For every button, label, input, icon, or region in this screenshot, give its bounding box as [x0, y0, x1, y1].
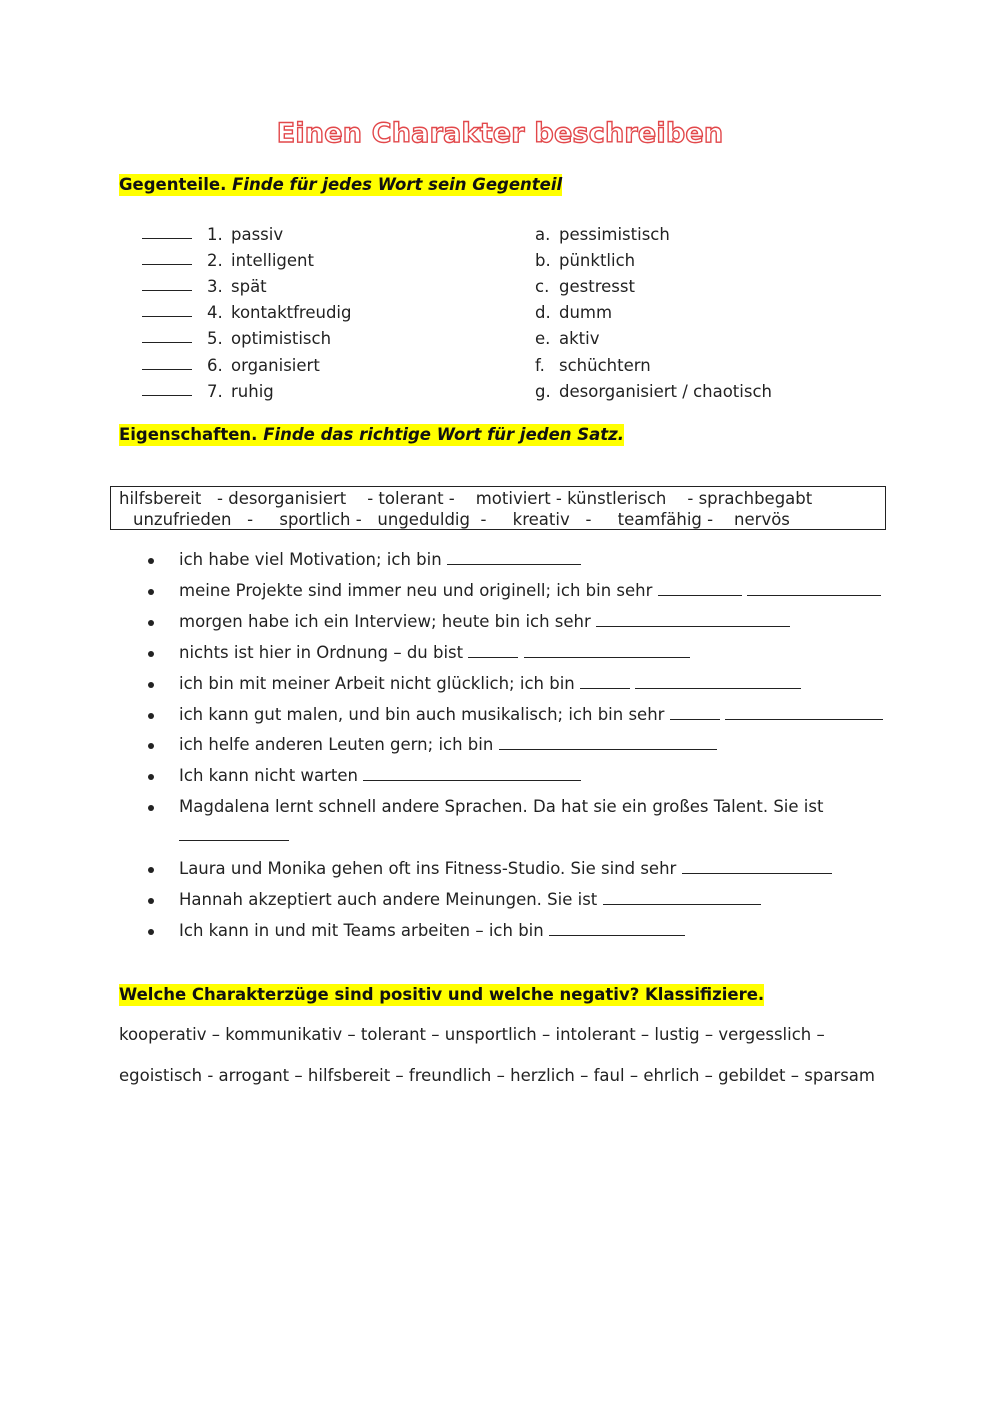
sentence-item	[179, 580, 881, 602]
answer-blank[interactable]	[447, 550, 581, 565]
match-row	[0, 354, 1000, 378]
section1-heading	[119, 175, 562, 194]
answer-blank[interactable]	[580, 674, 630, 689]
option-word: gestresst	[559, 277, 635, 296]
match-row	[0, 327, 1000, 351]
answer-blank[interactable]	[142, 290, 192, 291]
bullet-icon	[148, 929, 154, 935]
bullet-icon	[148, 558, 154, 564]
item-number: 1.	[207, 225, 223, 244]
answer-blank[interactable]	[549, 921, 685, 936]
option-letter: d.	[535, 303, 551, 322]
item-number: 2.	[207, 251, 223, 270]
answer-blank[interactable]	[682, 859, 832, 874]
sentence-text: Hannah akzeptiert auch andere Meinungen. Sie ist	[179, 890, 603, 909]
option-letter: f.	[535, 356, 545, 375]
sentence-item	[179, 858, 832, 880]
answer-blank[interactable]	[142, 264, 192, 265]
sentence-text: ich kann gut malen, und bin auch musikalisch; ich bin sehr	[179, 705, 670, 724]
section3-heading-text: Welche Charakterzüge sind positiv und welche negativ? Klassifiziere.	[119, 985, 765, 1004]
answer-blank[interactable]	[142, 238, 192, 239]
answer-blank[interactable]	[658, 581, 742, 596]
answer-blank[interactable]	[596, 612, 790, 627]
sentence-item	[179, 889, 761, 911]
page-title: Einen Charakter beschreiben	[276, 118, 724, 149]
answer-blank[interactable]	[142, 369, 192, 370]
answer-blank[interactable]	[142, 395, 192, 396]
match-row	[0, 223, 1000, 247]
answer-blank[interactable]	[635, 674, 801, 689]
item-number: 6.	[207, 356, 223, 375]
match-row	[0, 275, 1000, 299]
bullet-icon	[148, 774, 154, 780]
answer-blank[interactable]	[468, 643, 518, 658]
sentence-continuation	[179, 825, 289, 847]
item-word: kontaktfreudig	[231, 303, 352, 322]
answer-blank[interactable]	[603, 890, 761, 905]
sentence-item	[179, 796, 823, 818]
match-row	[0, 380, 1000, 404]
sentence-text: Ich kann in und mit Teams arbeiten – ich bin	[179, 921, 549, 940]
section1-heading-italic: Finde für jedes Wort sein Gegenteil	[232, 175, 563, 194]
match-row	[0, 249, 1000, 273]
section3-heading	[119, 985, 764, 1004]
bullet-icon	[148, 682, 154, 688]
sentence-item	[179, 642, 690, 664]
option-word: schüchtern	[559, 356, 651, 375]
answer-blank[interactable]	[670, 705, 720, 720]
answer-blank[interactable]	[142, 316, 192, 317]
sentence-text: nichts ist hier in Ordnung – du bist	[179, 643, 469, 662]
bullet-icon	[148, 620, 154, 626]
option-word: desorganisiert / chaotisch	[559, 382, 772, 401]
bullet-icon	[148, 805, 154, 811]
option-letter: c.	[535, 277, 550, 296]
answer-blank[interactable]	[142, 342, 192, 343]
sentence-item	[179, 734, 717, 756]
bullet-icon	[148, 867, 154, 873]
sentence-text: Magdalena lernt schnell andere Sprachen. Da hat sie ein großes Talent. Sie ist	[179, 797, 824, 816]
section2-heading	[119, 425, 624, 444]
item-word: ruhig	[231, 382, 274, 401]
section2-heading-bold: Eigenschaften.	[119, 425, 258, 444]
sentence-text: Ich kann nicht warten	[179, 766, 364, 785]
bullet-icon	[148, 713, 154, 719]
sentence-item	[179, 673, 801, 695]
sentence-item	[179, 549, 581, 571]
item-number: 3.	[207, 277, 223, 296]
answer-blank[interactable]	[363, 766, 581, 781]
sentence-text: ich helfe anderen Leuten gern; ich bin	[179, 735, 499, 754]
sentence-text: morgen habe ich ein Interview; heute bin ich sehr	[179, 612, 597, 631]
option-letter: g.	[535, 382, 551, 401]
item-word: optimistisch	[231, 329, 332, 348]
option-word: pünktlich	[559, 251, 636, 270]
bullet-icon	[148, 589, 154, 595]
option-word: aktiv	[559, 329, 600, 348]
bullet-icon	[148, 743, 154, 749]
bullet-icon	[148, 651, 154, 657]
option-letter: b.	[535, 251, 551, 270]
sentence-text: ich bin mit meiner Arbeit nicht glücklich; ich bin	[179, 674, 580, 693]
sentence-item	[179, 704, 883, 726]
item-word: passiv	[231, 225, 284, 244]
sentence-text: ich habe viel Motivation; ich bin	[179, 550, 447, 569]
sentence-item	[179, 611, 790, 633]
section2-heading-italic: Finde das richtige Wort für jeden Satz.	[263, 425, 625, 444]
word-bank-line-1: hilfsbereit - desorganisiert - tolerant - motiviert - künstlerisch - sprachbegabt	[119, 489, 813, 508]
item-word: spät	[231, 277, 267, 296]
traits-line-1: kooperativ – kommunikativ – tolerant – unsportlich – intolerant – lustig – vergesslich –	[119, 1025, 825, 1044]
answer-blank[interactable]	[499, 735, 717, 750]
bullet-icon	[148, 898, 154, 904]
option-letter: e.	[535, 329, 551, 348]
match-row	[0, 301, 1000, 325]
traits-line-2: egoistisch - arrogant – hilfsbereit – freundlich – herzlich – faul – ehrlich – gebildet – sparsam	[119, 1066, 875, 1085]
answer-blank[interactable]	[725, 705, 883, 720]
item-number: 4.	[207, 303, 223, 322]
item-number: 5.	[207, 329, 223, 348]
sentence-item	[179, 765, 581, 787]
answer-blank[interactable]	[747, 581, 881, 596]
sentence-text: meine Projekte sind immer neu und originell; ich bin sehr	[179, 581, 658, 600]
sentence-item	[179, 920, 685, 942]
item-word: organisiert	[231, 356, 320, 375]
option-word: dumm	[559, 303, 613, 322]
item-number: 7.	[207, 382, 223, 401]
option-word: pessimistisch	[559, 225, 670, 244]
option-letter: a.	[535, 225, 551, 244]
word-bank-box	[110, 486, 886, 530]
answer-blank[interactable]	[179, 826, 289, 841]
answer-blank[interactable]	[524, 643, 690, 658]
section1-heading-bold: Gegenteile.	[119, 175, 227, 194]
item-word: intelligent	[231, 251, 314, 270]
sentence-text: Laura und Monika gehen oft ins Fitness-Studio. Sie sind sehr	[179, 859, 682, 878]
word-bank-line-2: unzufrieden - sportlich - ungeduldig - kreativ - teamfähig - nervös	[133, 510, 790, 529]
